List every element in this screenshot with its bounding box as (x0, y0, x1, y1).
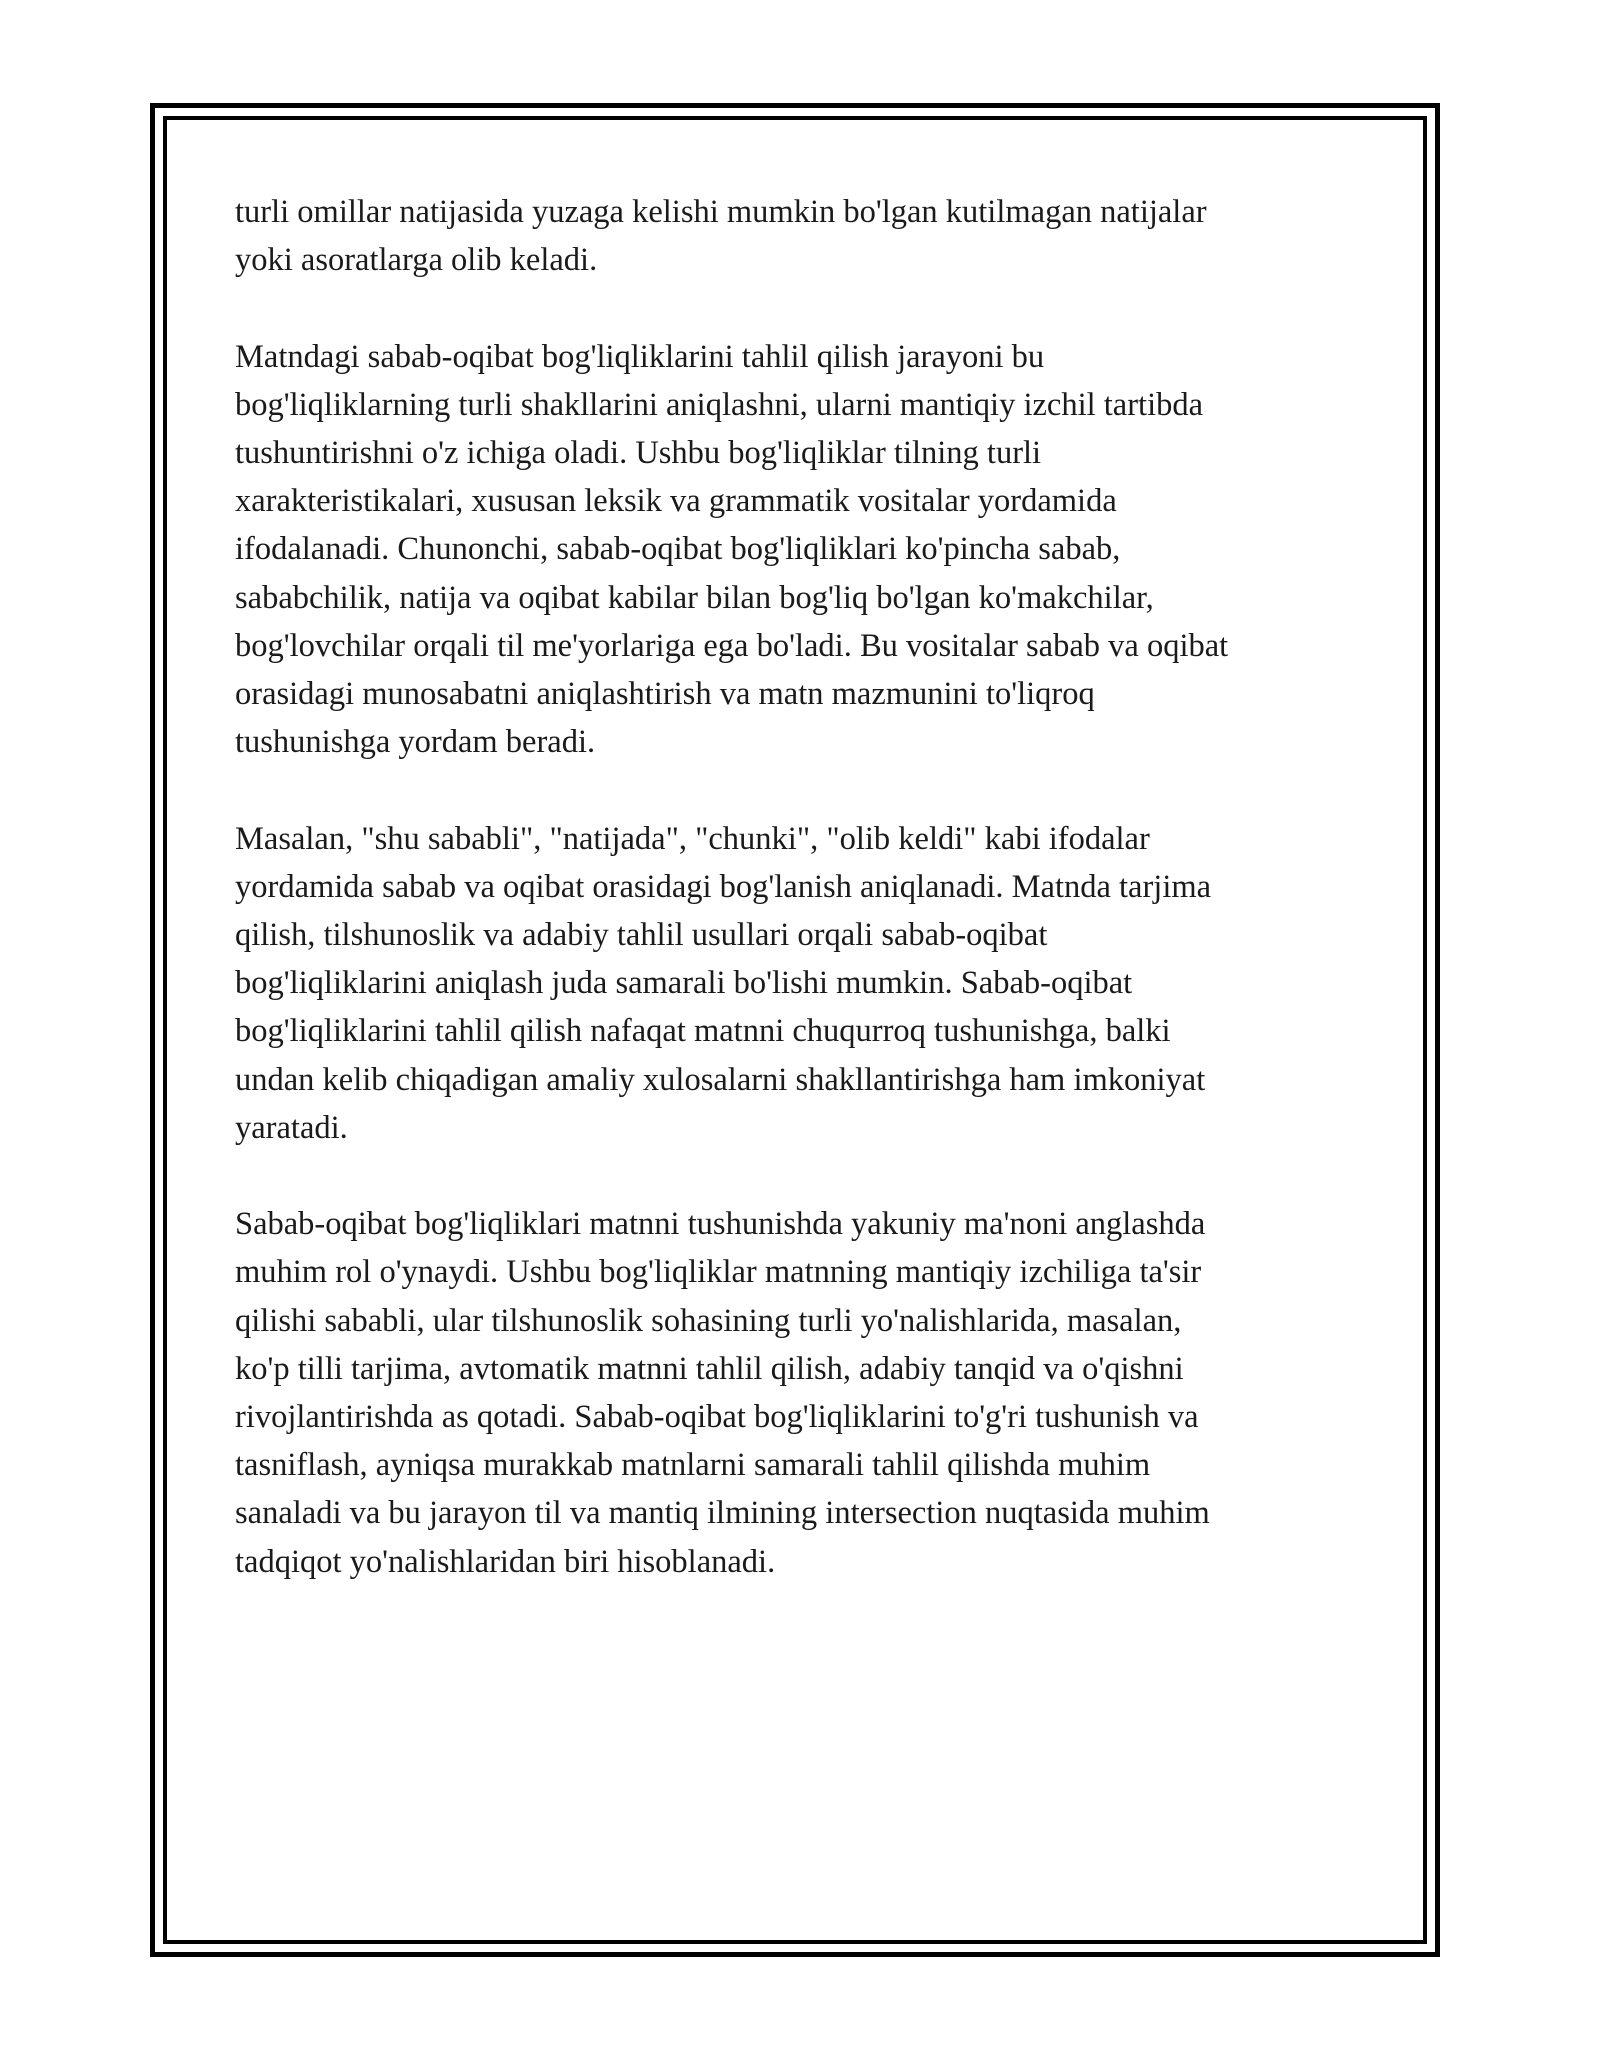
text-line: ifodalanadi. Chunonchi, sabab-oqibat bog'liqliklari ko'pincha sabab, (235, 531, 1121, 568)
text-line: bog'liqliklarini aniqlash juda samarali bo'lishi mumkin. Sabab-oqibat (235, 965, 1133, 1002)
page-content (235, 188, 1365, 1634)
text-line: qilish, tilshunoslik va adabiy tahlil usullari orqali sabab-oqibat (235, 917, 1048, 954)
paragraph-1 (235, 188, 1365, 284)
text-line: yoki asoratlarga olib keladi. (235, 242, 598, 279)
text-line: yordamida sabab va oqibat orasidagi bog'lanish aniqlanadi. Matnda tarjima (235, 868, 1212, 905)
paragraph-2 (235, 333, 1365, 767)
text-line: bog'liqliklarning turli shakllarini aniqlashni, ularni mantiqiy izchil tartibda (235, 386, 1204, 423)
text-line: Sabab-oqibat bog'liqliklari matnni tushunishda yakuniy ma'noni anglashda (235, 1206, 1206, 1243)
text-line: Masalan, "shu sababli", "natijada", "chunki", "olib keldi" kabi ifodalar (235, 820, 1150, 857)
text-line: turli omillar natijasida yuzaga kelishi mumkin bo'lgan kutilmagan natijalar (235, 194, 1207, 230)
text-line: Matndagi sabab-oqibat bog'liqliklarini tahlil qilish jarayoni bu (235, 338, 1045, 375)
text-line: bog'liqliklarini tahlil qilish nafaqat matnni chuqurroq tushunishga, balki (235, 1013, 1171, 1050)
text-line: tadqiqot yo'nalishlaridan biri hisoblanadi. (235, 1543, 776, 1580)
text-line: orasidagi munosabatni aniqlashtirish va matn mazmunini to'liqroq (235, 676, 1095, 713)
text-line: rivojlantirishda as qotadi. Sabab-oqibat bog'liqliklarini to'g'ri tushunish va (235, 1399, 1199, 1436)
paragraph-4 (235, 1200, 1365, 1586)
text-line: qilishi sababli, ular tilshunoslik sohasining turli yo'nalishlarida, masalan, (235, 1302, 1182, 1339)
text-line: tasniflash, ayniqsa murakkab matnlarni samarali tahlil qilishda muhim (235, 1447, 1151, 1484)
text-line: tushuntirishni o'z ichiga oladi. Ushbu bog'liqliklar tilning turli (235, 435, 1042, 471)
text-line: sababchilik, natija va oqibat kabilar bilan bog'liq bo'lgan ko'makchilar, (235, 579, 1154, 616)
text-line: muhim rol o'ynaydi. Ushbu bog'liqliklar matnning mantiqiy izchiliga ta'sir (235, 1254, 1202, 1291)
text-line: sanaladi va bu jarayon til va mantiq ilmining intersection nuqtasida muhim (235, 1495, 1210, 1532)
text-line: ko'p tilli tarjima, avtomatik matnni tahlil qilish, adabiy tanqid va o'qishni (235, 1350, 1184, 1387)
text-line: bog'lovchilar orqali til me'yorlariga ega bo'ladi. Bu vositalar sabab va oqibat (235, 627, 1229, 664)
text-line: xarakteristikalari, xususan leksik va grammatik vositalar yordamida (235, 483, 1117, 520)
text-line: tushunishga yordam beradi. (235, 724, 596, 761)
text-line: undan kelib chiqadigan amaliy xulosalarni shakllantirishga ham imkoniyat (235, 1061, 1206, 1098)
paragraph-3 (235, 815, 1365, 1152)
text-line: yaratadi. (235, 1109, 348, 1146)
